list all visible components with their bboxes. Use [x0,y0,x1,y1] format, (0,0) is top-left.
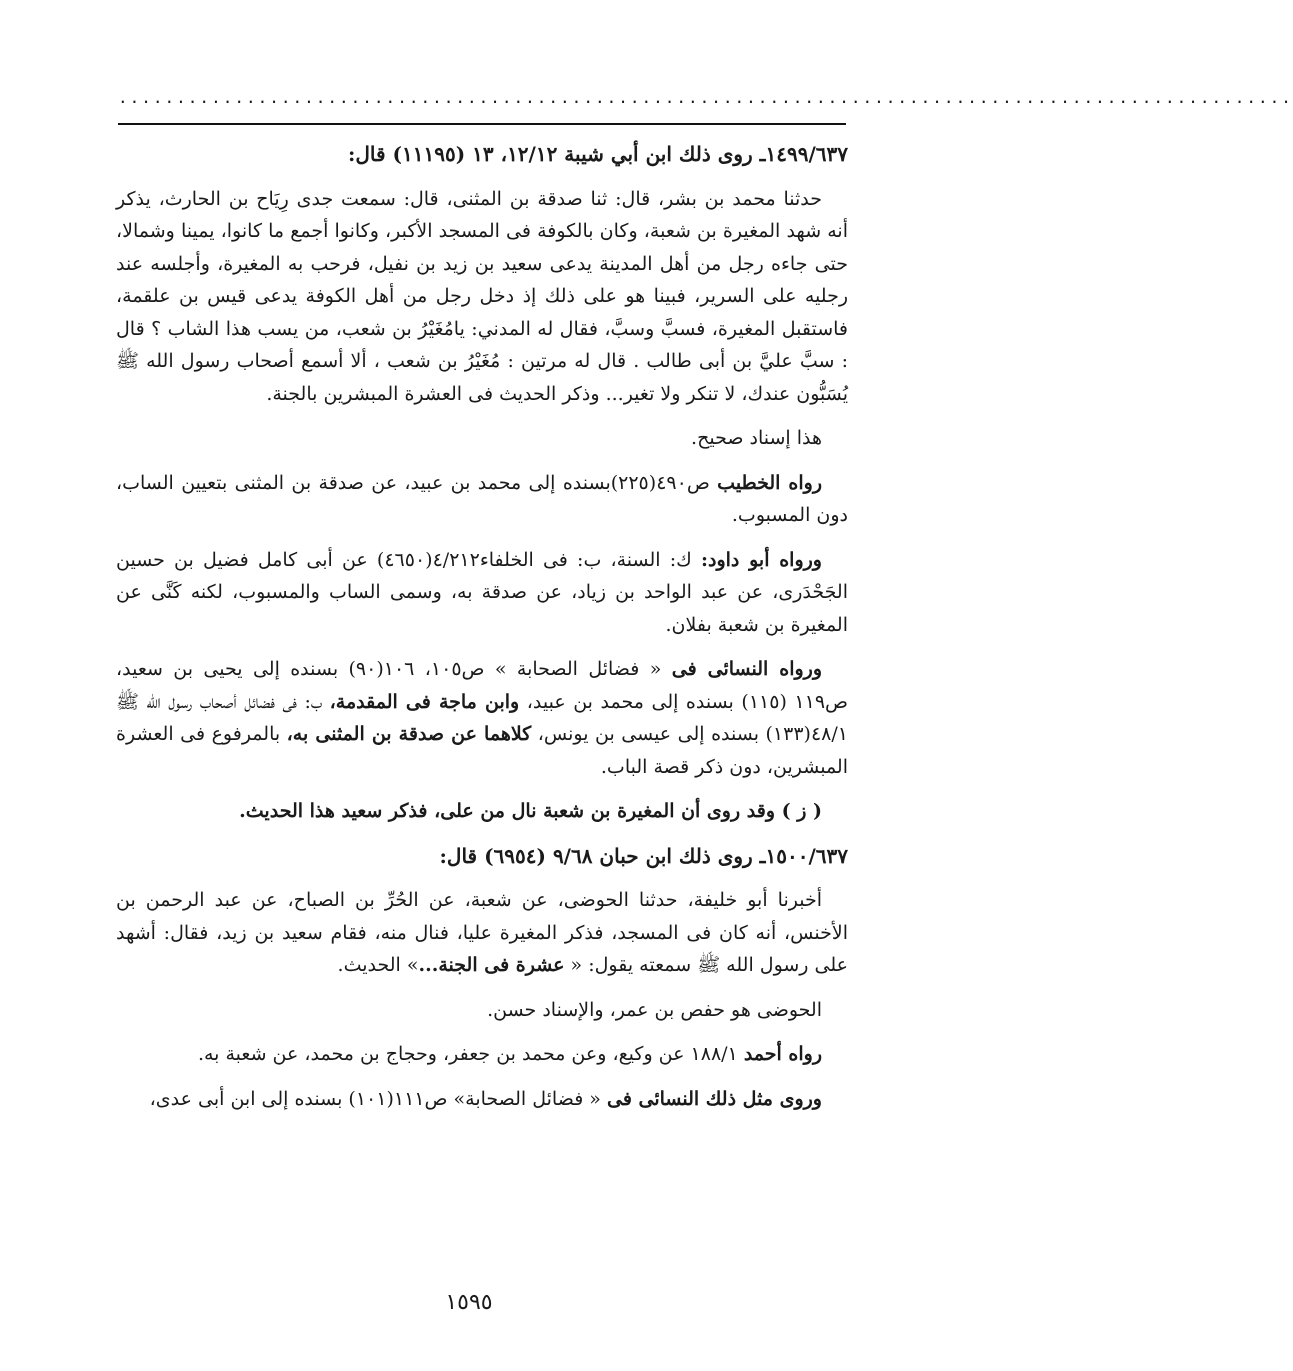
takhrij-abu-dawud [116,544,848,642]
source-name: وروى مثل ذلك النسائى فى [606,1087,822,1110]
page-content [116,138,848,1127]
takhrij-nasai-ibn-majah [116,653,848,783]
source-name: ورواه النسائى فى [671,658,823,680]
page-number: ١٥٩٥ [445,1290,493,1315]
source-note: كلاهما عن صدقة بن المثنى به، [286,723,532,745]
isnad-grading: الحوضى هو حفص بن عمر، والإسناد حسن. [487,998,822,1021]
source-name: رواه الخطيب [717,471,822,494]
addition-note [116,795,848,828]
hadith-text-part: أخبرنا أبو خليفة، حدثنا الحوضى، عن شعبة، عن الحُرِّ بن الصباح، عن عبد الرحمن بن الأخنس، أنه كان فى المسجد، فذكر المغيرة عليا، فنال منه، فقام سعيد بن زيد، فقال: أشهد على رسول الله ﷺ سمعته يقول: « [116,889,848,976]
isnad-grading: هذا إسناد صحيح. [691,427,822,449]
hadith-number: ١٥٠٠/٦٣٧ [765,843,848,868]
source-name: وابن ماجة فى المقدمة، [329,690,520,713]
hadith-number: ١٤٩٩/٦٣٧ [765,142,848,166]
hadith-text-part: » الحديث. [337,954,419,976]
source-detail: « فضائل الصحابة» ص١١١(١٠١) بسنده إلى ابن أبى عدى، [149,1087,607,1110]
source-detail: ص٤٩٠(٢٢٥)بسنده إلى محمد بن عبيد، عن صدقة بن المثنى بتعيين الساب، دون المسبوب. [116,471,848,526]
hadith-heading-1499 [116,138,848,171]
hadith-text-1500 [116,884,848,982]
hadith-heading-text: ـ روى ذلك ابن حبان ٩/٦٨ (٦٩٥٤) قال: [439,843,766,868]
takhrij-khatib [116,467,848,532]
source-detail: ١٨٨/١ عن وكيع، وعن محمد بن جعفر، وحجاج بن محمد، عن شعبة به. [197,1043,744,1065]
hadith-heading-1500 [116,840,848,873]
hadith-text-1499: حدثنا محمد بن بشر، قال: ثنا صدقة بن المثنى، قال: سمعت جدى رِيَاح بن الحارث، يذكر أنه شهد المغيرة بن شعبة، وكان بالكوفة فى المسجد الأكبر، وكانوا أجمع ما كانوا، يمينا وشمالا، حتى جاءه رجل من أهل المدينة يدعى سعيد بن زيد بن نفيل، فرحب به المغيرة، وأجلسه عند رجليه على السرير، فبينا هو على ذلك إذ دخل رجل من أهل الكوفة يدعى قيس بن علقمة، فاستقبل المغيرة، فسبَّ وسبَّ، فقال له المدني: يامُغَيْرُ بن شعب، من يسب هذا الشاب ؟ قال : سبَّ عليَّ بن أبى طالب . قال له مرتين : مُغَيْرُ بن شعب ، ألا أسمع أصحاب رسول الله ﷺ يُسَبُّون عندك، لا تنكر ولا تغير... وذكر الحديث فى العشرة المبشرين بالجنة. [116,187,848,405]
source-name: ورواه أبو داود: [700,548,822,571]
dotted-separator: ..................................................................................................... [118,88,1293,107]
takhrij-nasai-2 [116,1083,848,1116]
header-rule [118,123,846,125]
hadith-heading-text: ـ روى ذلك ابن أبي شيبة ١٢/١٢، ١٣ (١١١٩٥) قال: [348,142,766,166]
source-detail: « فضائل الصحابة » ص١٠٥، ١٠٦(٩٠) بسنده إلى يحيى بن سعيد، ص١١٩ (١١٥) بسنده إلى محمد بن عبيد، [116,658,849,713]
hadith-quote: عشرة فى الجنة... [418,954,565,976]
source-detail: ب: فى فضائل أصحاب رسول الله ﷺ ٤٨/١(١٣٣) بسنده إلى عيسى بن يونس، [116,690,848,745]
source-detail: بالمرفوع فى العشرة المبشرين، دون ذكر قصة الباب. [116,723,848,778]
source-name: رواه أحمد [743,1043,822,1065]
addition-text: ( ز ) وقد روى أن المغيرة بن شعبة نال من على، فذكر سعيد هذا الحديث. [239,800,822,822]
source-detail: ك: السنة، ب: فى الخلفاء٤/٢١٢(٤٦٥٠) عن أبى كامل فضيل بن حسين الجَحْدَرى، عن عبد الواحد بن زياد، عن صدقة به، وسمى الساب والمسبوب، لكنه كَنَّى عن المغيرة بن شعبة بفلان. [116,548,848,636]
takhrij-ahmad [116,1038,848,1071]
